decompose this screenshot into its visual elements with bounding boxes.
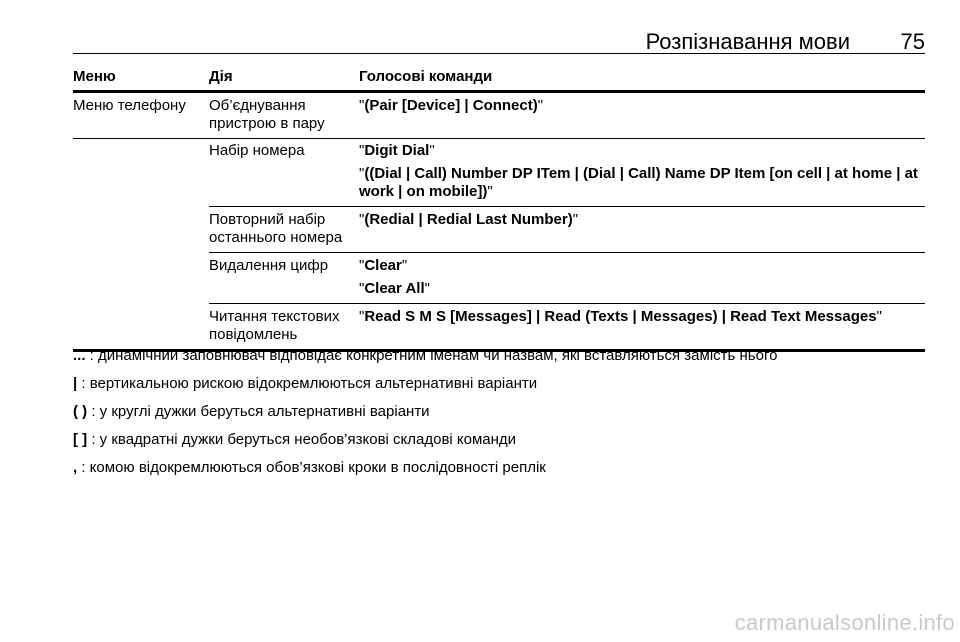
page-header-title: Розпізнавання мови (645, 29, 850, 54)
action-cell: Об’єднування пристрою в пару (209, 97, 325, 132)
legend-symbol: | (73, 375, 78, 392)
table-row (209, 207, 925, 253)
menu-cell: Меню телефону (73, 97, 186, 114)
voice-command: "Digit Dial" (359, 142, 435, 159)
watermark-text: carmanualsonline.info (734, 610, 955, 635)
voice-command: "(Redial | Redial Last Number)" (359, 211, 579, 228)
voice-command: "Clear All" (359, 280, 430, 297)
header-divider (73, 53, 925, 54)
voice-command: "(Pair [Device] | Connect)" (359, 97, 544, 114)
legend-text: : у круглі дужки беруться альтернативні варіанти (87, 403, 430, 420)
voice-command: "((Dial | Call) Number DP ITem | (Dial | Call) Name DP Item [on cell | at home | at work | on mobile])" (359, 165, 918, 200)
legend-text: : у квадратні дужки беруться необов’язкові складові команди (87, 431, 517, 448)
legend-symbol: ... (73, 347, 86, 364)
table-row (73, 93, 925, 139)
table-row (209, 253, 925, 304)
voice-command: "Read S M S [Messages] | Read (Texts | Messages) | Read Text Messages" (359, 308, 882, 325)
legend-item (73, 459, 925, 477)
commands-cell (359, 211, 925, 247)
legend-text: : динамічний заповнювач відповідає конкретним іменам чи назвам, які вставляються замість нього (85, 347, 778, 364)
page-number: 75 (900, 29, 925, 54)
legend-item (73, 431, 925, 449)
legend (73, 347, 925, 487)
table-row (73, 304, 925, 352)
commands-cell (359, 97, 925, 133)
action-cell: Повторний набір останнього номера (209, 211, 343, 246)
legend-item (73, 403, 925, 421)
legend-symbol: , (73, 459, 78, 476)
column-header-commands: Голосові команди (359, 68, 493, 85)
voice-command: "Clear" (359, 257, 408, 274)
action-cell: Читання текстових повідомлень (209, 308, 340, 343)
legend-symbol: [ ] (73, 431, 88, 448)
column-header-action: Дія (209, 68, 233, 85)
commands-cell (359, 257, 925, 298)
action-cell: Видалення цифр (209, 257, 329, 274)
legend-symbol: ( ) (73, 403, 88, 420)
legend-item (73, 375, 925, 393)
commands-cell (359, 142, 925, 201)
legend-item (73, 347, 925, 365)
table-row (209, 138, 925, 207)
legend-text: : вертикальною рискою відокремлюються альтернативні варіанти (77, 375, 538, 392)
action-cell: Набір номера (209, 142, 305, 159)
legend-text: : комою відокремлюються обов’язкові кроки в послідовності реплік (77, 459, 546, 476)
table-header-row (73, 68, 925, 93)
commands-cell (359, 308, 925, 344)
column-header-menu: Меню (73, 68, 116, 85)
voice-commands-table (73, 68, 925, 352)
